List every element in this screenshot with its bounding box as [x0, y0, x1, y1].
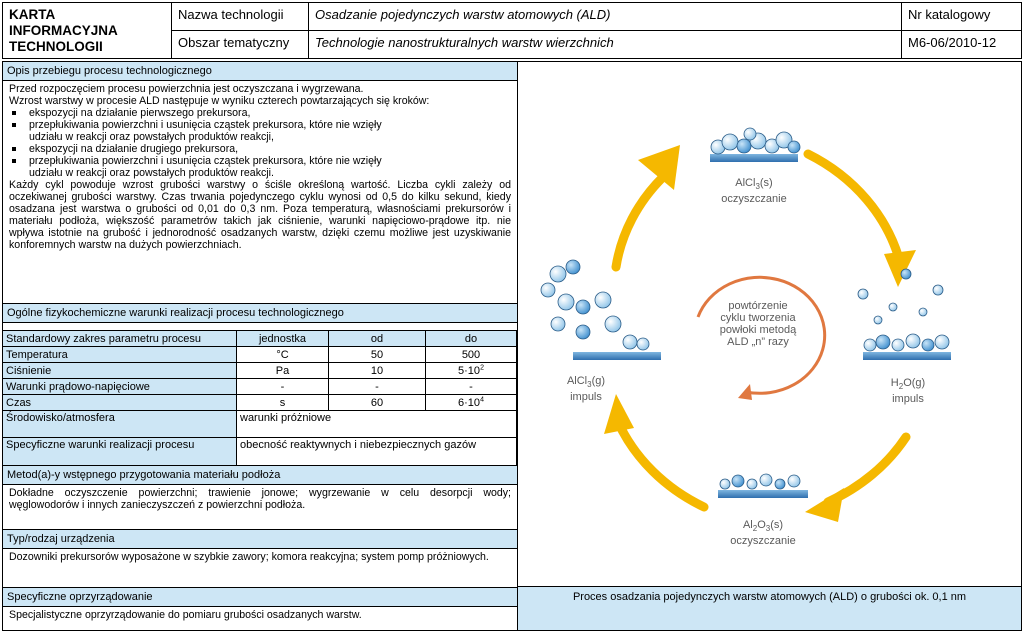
formula-text: AlCl — [735, 177, 756, 189]
row-param: Ciśnienie — [3, 363, 237, 379]
device-title: Typ/rodzaj urządzenia — [3, 529, 517, 549]
label-bottom — [713, 519, 813, 548]
header-param: Standardowy zakres parametru procesu — [3, 331, 237, 347]
preparation-text: Dokładne oczyszczenie powierzchni; trawienie jonowe; wygrzewanie w celu desorpcji wody; węglowodorów i innych zanieczyszczeń z powierzchni podłoża. — [9, 487, 511, 511]
table-row — [3, 379, 517, 395]
center-line2: cyklu tworzenia — [720, 312, 796, 324]
table-row — [3, 395, 517, 411]
plate-top — [710, 154, 798, 162]
table-header-row — [3, 331, 517, 347]
diagram-panel — [517, 61, 1022, 631]
row-from: 10 — [329, 363, 426, 379]
molecules-left — [541, 260, 649, 350]
spacer — [3, 323, 517, 330]
formula-text: AlCl — [566, 375, 588, 387]
row-unit: Pa — [237, 363, 329, 379]
molecules-right — [858, 269, 949, 351]
card-title-line1: KARTA INFORMACYJNA — [9, 7, 118, 38]
row-to-exp: 2 — [480, 363, 484, 371]
label-right — [858, 377, 958, 406]
table-row — [3, 438, 517, 466]
formula-sub: 2 — [752, 524, 758, 534]
formula-sub: 2 — [898, 382, 904, 392]
center-line1: powtórzenie — [728, 300, 788, 312]
label-left-step: impuls — [570, 391, 602, 404]
row-to: 500 — [426, 347, 517, 363]
row-unit: - — [237, 379, 329, 395]
atmosphere-label: Środowisko/atmosfera — [3, 411, 237, 438]
row-to — [426, 363, 517, 379]
center-line3: powłoki metodą — [719, 324, 797, 336]
description-intro1: Przed rozpoczęciem procesu powierzchnia jest oczyszczana i wygrzewana. — [9, 83, 364, 95]
formula-text: (s) — [770, 519, 784, 531]
molecules-bottom — [720, 474, 800, 489]
arrowhead — [884, 250, 916, 287]
table-row — [3, 411, 517, 438]
equipment-text: Specjalistyczne oprzyrządowanie do pomiaru grubości osadzanych warstw. — [9, 609, 362, 621]
center-line4: ALD „n” razy — [727, 336, 789, 348]
table-row — [3, 363, 517, 379]
header-unit: jednostka — [237, 331, 329, 347]
label-left — [546, 375, 626, 404]
formula-sub: 3 — [587, 380, 592, 390]
row-from: 60 — [329, 395, 426, 411]
conditions-title: Ogólne fizykochemiczne warunki realizacji procesu technologicznego — [3, 303, 517, 323]
device-text: Dozowniki prekursorów wyposażone w szybkie zawory; komora reakcyjna; system pomp próżniowych. — [9, 551, 489, 563]
plate-right — [863, 352, 951, 360]
tech-name-value: Osadzanie pojedynczych warstw atomowych (ALD) — [308, 2, 902, 31]
list-item: ekspozycji na działanie pierwszego prekursora, — [9, 107, 511, 119]
formula-text: (g) — [591, 375, 606, 387]
description-steps — [9, 107, 511, 179]
formula-sub: 3 — [765, 524, 771, 534]
description-body — [3, 81, 517, 303]
formula-sub: 3 — [755, 182, 760, 192]
description-intro2: Wzrost warstwy w procesie ALD następuje w wyniku czterech powtarzających się kroków: — [9, 95, 430, 107]
card-title — [2, 2, 172, 59]
label-center — [698, 300, 818, 348]
arrow-top-right — [808, 154, 900, 262]
label-top-step: oczyszczanie — [721, 193, 787, 206]
catalog-value: M6-06/2010-12 — [901, 30, 1022, 59]
arrow-bottom-left — [618, 422, 704, 507]
label-right-formula — [858, 377, 958, 393]
plate-bottom — [718, 490, 808, 498]
formula-text: O — [757, 519, 766, 531]
row-from: 50 — [329, 347, 426, 363]
row-to — [426, 395, 517, 411]
formula-text: Al — [742, 519, 753, 531]
left-column — [2, 61, 518, 631]
diagram-caption: Proces osadzania pojedynczych warstw atomowych (ALD) o grubości ok. 0,1 nm — [518, 586, 1021, 630]
area-label: Obszar tematyczny — [171, 30, 309, 59]
specific-label: Specyficzne warunki realizacji procesu — [3, 438, 237, 466]
description-title: Opis przebiegu procesu technologicznego — [3, 62, 517, 81]
description-paragraph: Każdy cykl powoduje wzrost grubości warstwy o ściśle określoną wartość. Liczba cykli zależy od oczekiwanej grubości warstwy. Czas trwania pojedynczego cyklu wynosi od 0,5 do kilku sekund, kiedy osadzana jest warstwa o grubości od 0,01 do 0,3 nm. Poza temperaturą, własnościami prekursorów i materiału podłoża, większość parametrów takich jak ciśnienie, warunki napięciowo-prądowe itp. nie wpływa istotnie na grubość i jednorodność osadzanych warstw, dzięki czemu możliwe jest uzyskiwanie konforemnych warstw na dużych powierzchniach. — [9, 179, 511, 251]
atmosphere-value: warunki próżniowe — [237, 411, 517, 438]
label-bottom-step: oczyszczanie — [730, 535, 796, 548]
row-unit: s — [237, 395, 329, 411]
label-left-formula — [546, 375, 626, 391]
area-value: Technologie nanostrukturalnych warstw wierzchnich — [308, 30, 902, 59]
formula-text: H — [890, 377, 899, 389]
preparation-title: Metod(a)-y wstępnego przygotowania materiału podłoża — [3, 466, 517, 485]
row-param: Temperatura — [3, 347, 237, 363]
table-row — [3, 347, 517, 363]
arrowhead — [805, 488, 844, 522]
formula-text: O(g) — [903, 377, 926, 389]
label-top — [704, 177, 804, 206]
label-right-step: impuls — [892, 393, 924, 406]
row-to-base: 6·10 — [458, 396, 481, 409]
catalog-label: Nr katalogowy — [901, 2, 1022, 31]
formula-text: (s) — [759, 177, 773, 189]
row-unit: °C — [237, 347, 329, 363]
list-item: ekspozycji na działanie drugiego prekursora, — [9, 143, 511, 155]
label-top-formula — [704, 177, 804, 193]
tech-name-label: Nazwa technologii — [171, 2, 309, 31]
molecules-top — [711, 128, 800, 154]
row-param: Warunki prądowo-napięciowe — [3, 379, 237, 395]
label-bottom-formula — [713, 519, 813, 535]
header-to: do — [426, 331, 517, 347]
card-title-line2: TECHNOLOGII — [9, 39, 103, 54]
row-param: Czas — [3, 395, 237, 411]
row-from: - — [329, 379, 426, 395]
list-item: przepłukiwania powierzchni i usunięcia cząstek prekursora, które nie wzięły udziału w reakcji oraz powstałych produktów reakcji, — [9, 119, 511, 143]
row-to-base: 5·10 — [458, 364, 481, 377]
parameters-table — [2, 330, 517, 466]
plate-left — [573, 352, 661, 360]
row-to: - — [426, 379, 517, 395]
arrow-top-left — [616, 177, 663, 267]
row-to-exp: 4 — [480, 395, 484, 403]
header-from: od — [329, 331, 426, 347]
repeat-arrowhead — [738, 384, 752, 400]
equipment-title: Specyficzne oprzyrządowanie — [3, 587, 517, 607]
specific-value: obecność reaktywnych i niebezpiecznych gazów — [237, 438, 517, 466]
list-item: przepłukiwania powierzchni i usunięcia cząstek prekursora, które nie wzięły udziału w reakcji oraz powstałych produktów reakcji. — [9, 155, 511, 179]
